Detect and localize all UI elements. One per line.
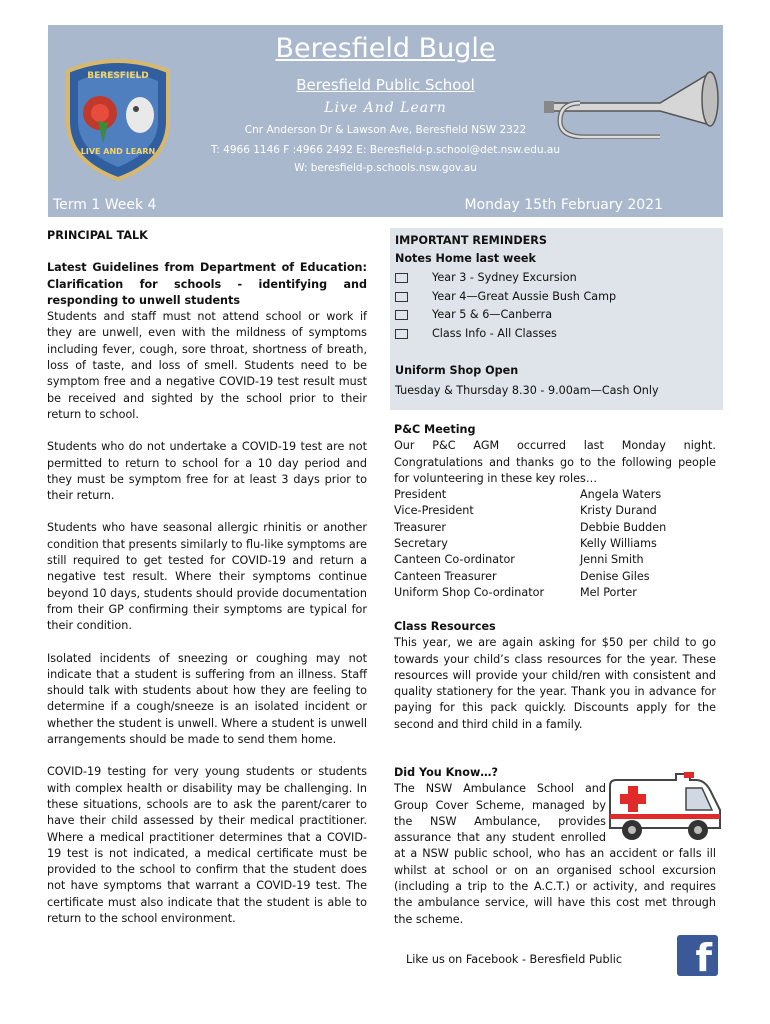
important-reminders-box	[390, 228, 723, 410]
pc-meeting-section	[394, 422, 716, 601]
envelope-icon	[395, 273, 408, 283]
role-name: Kelly Williams	[580, 537, 657, 551]
newsletter-title: Beresfield Bugle	[275, 33, 496, 64]
didyouknow-heading: Did You Know…?	[394, 766, 498, 779]
guidelines-heading: Latest Guidelines from Department of Education: Clarification for schools - identifying and responding to unwell students	[47, 261, 367, 307]
pc-roles-list	[394, 487, 716, 601]
class-resources-section	[394, 619, 716, 733]
school-contact: T: 4966 1146 F :4966 2492 E: Beresfield-p.school@det.nsw.edu.au	[211, 144, 560, 156]
reminders-heading: IMPORTANT REMINDERS	[395, 234, 547, 247]
didyouknow-intro: The NSW Ambulance School and Group Cover Scheme, managed by the NSW Ambulance, provides assurance that any student enrolled	[394, 782, 606, 845]
envelope-icon	[395, 329, 408, 339]
crest-top-text: BERESFIELD	[87, 71, 149, 81]
role-label: Treasurer	[394, 520, 447, 534]
note-item: Class Info - All Classes	[395, 327, 557, 340]
newsletter-header	[48, 25, 723, 217]
uniform-hours: Tuesday & Thursday 8.30 - 9.00am—Cash Only	[395, 384, 659, 397]
principal-heading: PRINCIPAL TALK	[47, 229, 148, 242]
school-name: Beresfield Public School	[296, 76, 475, 94]
school-address: Cnr Anderson Dr & Lawson Ave, Beresfield NSW 2322	[244, 124, 527, 136]
principal-talk-section	[47, 228, 367, 927]
school-motto: Live And Learn	[324, 100, 447, 116]
notes-heading: Notes Home last week	[395, 252, 536, 265]
facebook-text: Like us on Facebook - Beresfield Public	[406, 953, 622, 966]
crest-bottom-text: LIVE AND LEARN	[80, 147, 156, 156]
term-week: Term 1 Week 4	[53, 197, 157, 213]
school-website: W: beresfield-p.schools.nsw.gov.au	[294, 162, 477, 174]
role-name: Debbie Budden	[580, 520, 667, 534]
envelope-icon	[395, 310, 408, 320]
issue-date: Monday 15th February 2021	[464, 197, 663, 213]
role-label: Vice-President	[394, 504, 474, 518]
uniform-heading: Uniform Shop Open	[395, 364, 519, 377]
pc-text: Our P&C AGM occurred last Monday night. Congratulations and thanks go to the following people for volunteering in these key roles…	[394, 439, 716, 485]
principal-paragraph-4: Isolated incidents of sneezing or coughing may not indicate that a student is suffering from an illness. Staff should talk with students about how they are feeling to determine if a cough/sneeze is an isolated incident or whether the student is unwell. Where a student is unwell arrangements should be made to send them home.	[47, 651, 367, 747]
role-label: Uniform Shop Co-ordinator	[394, 585, 545, 599]
role-label: President	[394, 488, 447, 502]
role-name: Jenni Smith	[580, 553, 644, 567]
role-label: Canteen Treasurer	[394, 569, 497, 583]
envelope-icon	[395, 292, 408, 302]
principal-paragraph-5: COVID-19 testing for very young students or students with complex health or disability may be challenging. In these situations, schools are to ask the parent/carer to have their child assessed by their medical practitioner. Where a medical practitioner determines that a COVID-19 test is not indicated, a medical certificate must be provided to the school to confirm that the student does not have symptoms that warrant a COVID-19 test. The certificate must also indicate that the student is able to return to the school environment.	[47, 765, 367, 925]
role-label: Canteen Co-ordinator	[394, 553, 515, 567]
bugle-icon	[540, 55, 722, 139]
facebook-icon[interactable]: f	[677, 935, 718, 976]
role-name: Mel Porter	[580, 585, 637, 599]
pc-heading: P&C Meeting	[394, 423, 476, 436]
ambulance-icon	[606, 770, 724, 842]
note-item: Year 3 - Sydney Excursion	[395, 271, 577, 284]
principal-paragraph-2: Students who do not undertake a COVID-19 test are not permitted to return to school for a 10 day period and they must be symptom free for at least 3 days prior to their return.	[47, 440, 367, 503]
role-name: Kristy Durand	[580, 504, 657, 518]
principal-paragraph-3: Students who have seasonal allergic rhinitis or another condition that presents similarly to flu-like symptoms are still required to get tested for COVID-19 and return a negative test result. Where their symptoms continue beyond 10 days, students should provide documentation from their GP confirming their symptoms are typical for their condition.	[47, 521, 368, 633]
principal-paragraph-1: Students and staff must not attend school or work if they are unwell, even with the mildness of symptoms including fever, cough, sore throat, shortness of breath, loss of taste, and loss of smell. Students need to be symptom free and a negative COVID-19 test result must be received and sighted by the school prior to their return to school.	[47, 310, 367, 421]
note-item: Year 4—Great Aussie Bush Camp	[395, 290, 616, 303]
role-name: Denise Giles	[580, 569, 650, 583]
resources-heading: Class Resources	[394, 620, 496, 633]
didyouknow-text: at a NSW public school, who has an accident or falls ill whilst at school or on an organised school excursion (including a trip to the A.C.T.) or activity, and requires the ambulance service, will have this cost met through the scheme.	[394, 847, 716, 926]
resources-text: This year, we are again asking for $50 per child to go towards your child’s class resources for the year. These resources will provide your child/ren with consistent and quality stationery for the year. Thank you in advance for paying for this pack quickly. Discounts apply for the second and third child in a family.	[394, 636, 716, 731]
note-item: Year 5 & 6—Canberra	[395, 308, 552, 321]
role-name: Angela Waters	[580, 488, 662, 502]
role-label: Secretary	[394, 537, 448, 551]
